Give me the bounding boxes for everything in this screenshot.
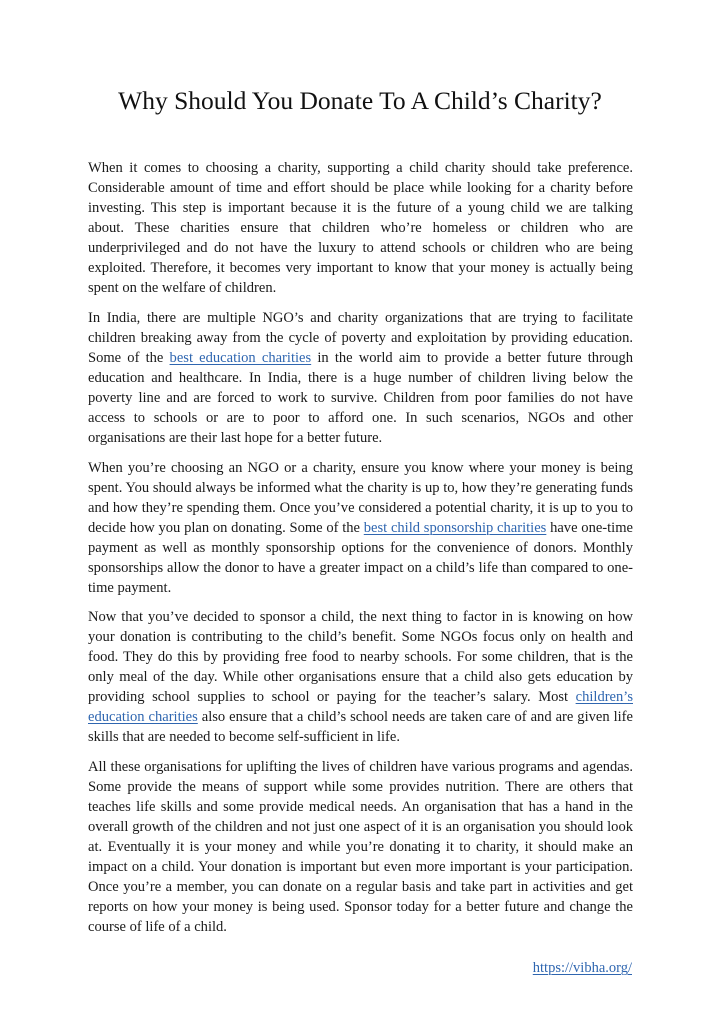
document-title: Why Should You Donate To A Child’s Charity? — [118, 86, 602, 115]
paragraph-3-text-b: have one-time payment as well as monthly sponsorship options for the convenience of donors. Monthly sponsorships allow the donor to have a greater impact on a child’s life than compared to one-time payment. — [88, 519, 633, 596]
paragraph-4-text-b: also ensure that a child’s school needs are taken care of and are given life skills that are needed to become self-sufficient in life. — [88, 709, 633, 746]
paragraph-2-text-a: In India, there are multiple NGO’s and charity organizations that are trying to facilitate children breaking away from the cycle of poverty and exploitation by providing education. Some of the — [88, 309, 633, 366]
paragraph-2 — [88, 308, 633, 448]
best-child-sponsorship-charities-link[interactable]: best child sponsorship charities — [363, 519, 547, 536]
paragraph-5 — [88, 757, 633, 937]
paragraph-2-text-b: in the world aim to provide a better future through education and healthcare. In India, there is a huge number of children living below the poverty line and are forced to work to survive. Children from poor families do not have access to schools or are to poor to afford one. In such scenarios, NGOs and other organisations are their last hope for a better future. — [88, 349, 634, 446]
paragraph-3-text-a: When you’re choosing an NGO or a charity, ensure you know where your money is being spent. You should always be informed what the charity is up to, how they’re generating funds and how they’re spending them. Once you’ve considered a potential charity, it is up to you to decide how you plan on donating. Some of the — [88, 459, 633, 536]
paragraph-5-text: All these organisations for uplifting the lives of children have various programs and agendas. Some provide the means of support while some provides nutrition. There are others that teaches life skills and some provide medical needs. An organisation that has a hand in the overall growth of the children and not just one aspect of it is an organisation you should look at. Eventually it is your money and while you’re donating it to charity, it should make an impact on a child. Your donation is important but even more important is your participation. Once you’re a member, you can donate on a regular basis and take part in activities and get reports on how your money is being used. Sponsor today for a better future and change the course of life of a child. — [88, 759, 633, 936]
childrens-education-charities-link[interactable]: children’s education charities — [88, 689, 633, 726]
paragraph-4-text-a: Now that you’ve decided to sponsor a child, the next thing to factor in is knowing on how your donation is contributing to the child’s benefit. Some NGOs focus only on health and food. They do this by providing free food to nearby schools. For some children, that is the only meal of the day. While other organisations ensure that a child also gets education by providing school supplies to school or paying for the teacher’s salary. Most — [88, 609, 633, 706]
best-education-charities-link[interactable]: best education charities — [169, 349, 312, 366]
paragraph-1 — [88, 158, 633, 298]
paragraph-3 — [88, 458, 633, 598]
footer-url-link[interactable]: https://vibha.org/ — [532, 960, 632, 976]
paragraph-1-text: When it comes to choosing a charity, supporting a child charity should take preference. Considerable amount of time and effort should be place while looking for a charity before investing. This step is important because it is the future of a young child we are talking about. These charities ensure that children who’re homeless or children who are underprivileged and do not have the luxury to attend schools or children who are being exploited. Therefore, it becomes very important to know that your money is actually being spent on the welfare of children. — [88, 160, 633, 296]
document-body — [88, 158, 633, 947]
paragraph-4 — [88, 607, 633, 747]
